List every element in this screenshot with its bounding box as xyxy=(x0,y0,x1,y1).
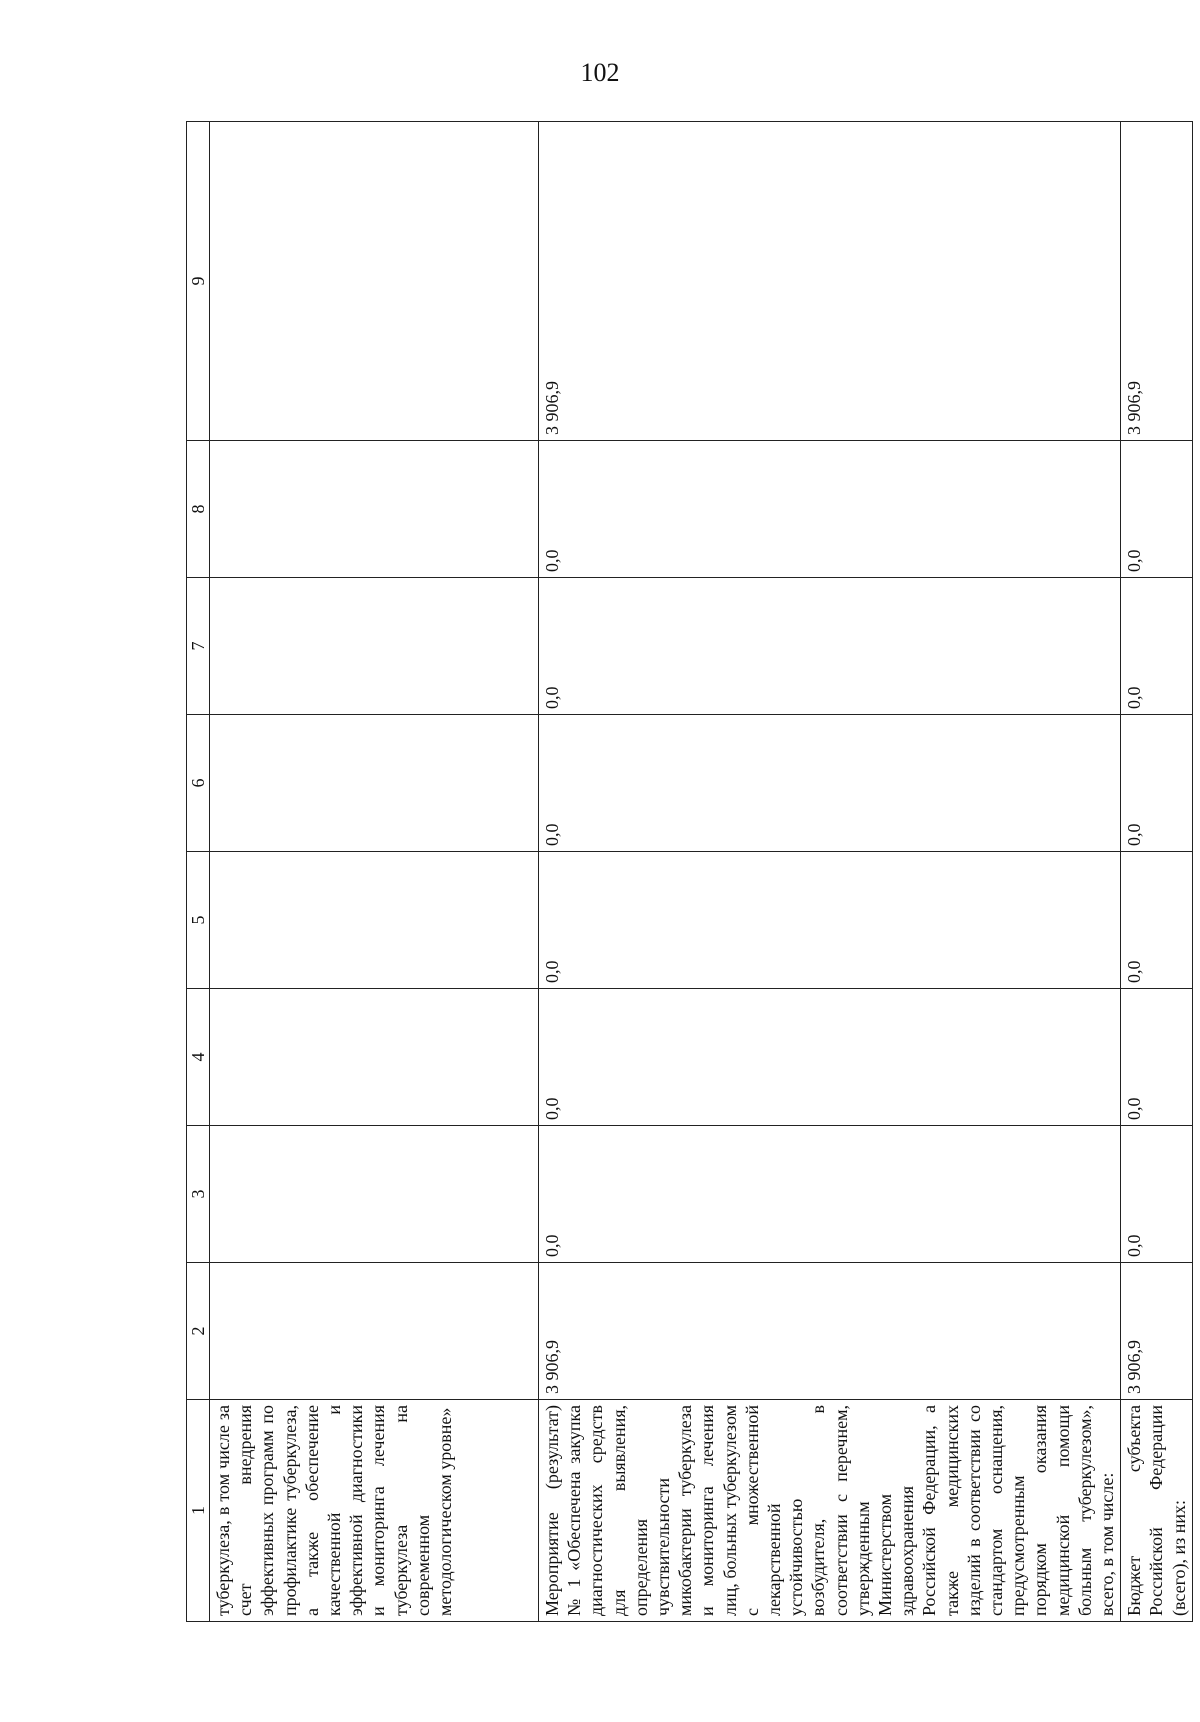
table-row xyxy=(210,122,539,1622)
row-description: Бюджет субъекта Российской Федерации (всего), из них: xyxy=(1121,1400,1193,1622)
value-cell: 0,0 xyxy=(539,852,1121,989)
header-cell: 3 xyxy=(187,1126,210,1263)
value-cell xyxy=(210,852,539,989)
row-description: туберкулеза, в том числе за счет внедрения эффективных программ по профилактике туберкулеза, а также обеспечение качественной и эффективной диагностики и мониторинга лечения туберкулеза на современном методологическом уровне» xyxy=(210,1400,539,1622)
table-header-row xyxy=(187,122,210,1622)
value-cell: 0,0 xyxy=(1121,989,1193,1126)
value-cell: 3 906,9 xyxy=(1121,1263,1193,1400)
budget-table xyxy=(186,121,1193,1622)
row-description: Мероприятие (результат) № 1 «Обеспечена закупка диагностических средств для выявления, определения чувствительности микобактерии туберкулеза и мониторинга лечения лиц, больных туберкулезом с множественной лекарственной устойчивостью возбудителя, в соответствии с перечнем, утвержденным Министерством здравоохранения Российской Федерации, а также медицинских изделий в соответствии со стандартом оснащения, предусмотренным порядком оказания медицинской помощи больным туберкулезом», всего, в том числе: xyxy=(539,1400,1121,1622)
header-cell: 2 xyxy=(187,1263,210,1400)
value-cell: 0,0 xyxy=(1121,441,1193,578)
value-cell: 0,0 xyxy=(1121,852,1193,989)
rotated-table-wrapper xyxy=(186,122,1189,1622)
header-cell: 8 xyxy=(187,441,210,578)
value-cell: 0,0 xyxy=(539,715,1121,852)
value-cell: 0,0 xyxy=(539,989,1121,1126)
value-cell: 0,0 xyxy=(1121,1126,1193,1263)
value-cell xyxy=(210,715,539,852)
table-row xyxy=(1121,122,1193,1622)
page-number: 102 xyxy=(580,58,620,87)
header-cell: 5 xyxy=(187,852,210,989)
header-cell: 1 xyxy=(187,1400,210,1622)
table-row xyxy=(539,122,1121,1622)
value-cell xyxy=(210,122,539,441)
value-cell: 3 906,9 xyxy=(1121,122,1193,441)
value-cell: 3 906,9 xyxy=(539,122,1121,441)
value-cell: 0,0 xyxy=(1121,578,1193,715)
value-cell: 0,0 xyxy=(1121,715,1193,852)
header-cell: 6 xyxy=(187,715,210,852)
header-cell: 4 xyxy=(187,989,210,1126)
value-cell xyxy=(210,1126,539,1263)
value-cell: 3 906,9 xyxy=(539,1263,1121,1400)
value-cell: 0,0 xyxy=(539,1126,1121,1263)
header-cell: 9 xyxy=(187,122,210,441)
header-cell: 7 xyxy=(187,578,210,715)
value-cell xyxy=(210,989,539,1126)
table-area xyxy=(186,122,1189,1622)
value-cell xyxy=(210,441,539,578)
value-cell xyxy=(210,1263,539,1400)
value-cell: 0,0 xyxy=(539,578,1121,715)
value-cell: 0,0 xyxy=(539,441,1121,578)
value-cell xyxy=(210,578,539,715)
